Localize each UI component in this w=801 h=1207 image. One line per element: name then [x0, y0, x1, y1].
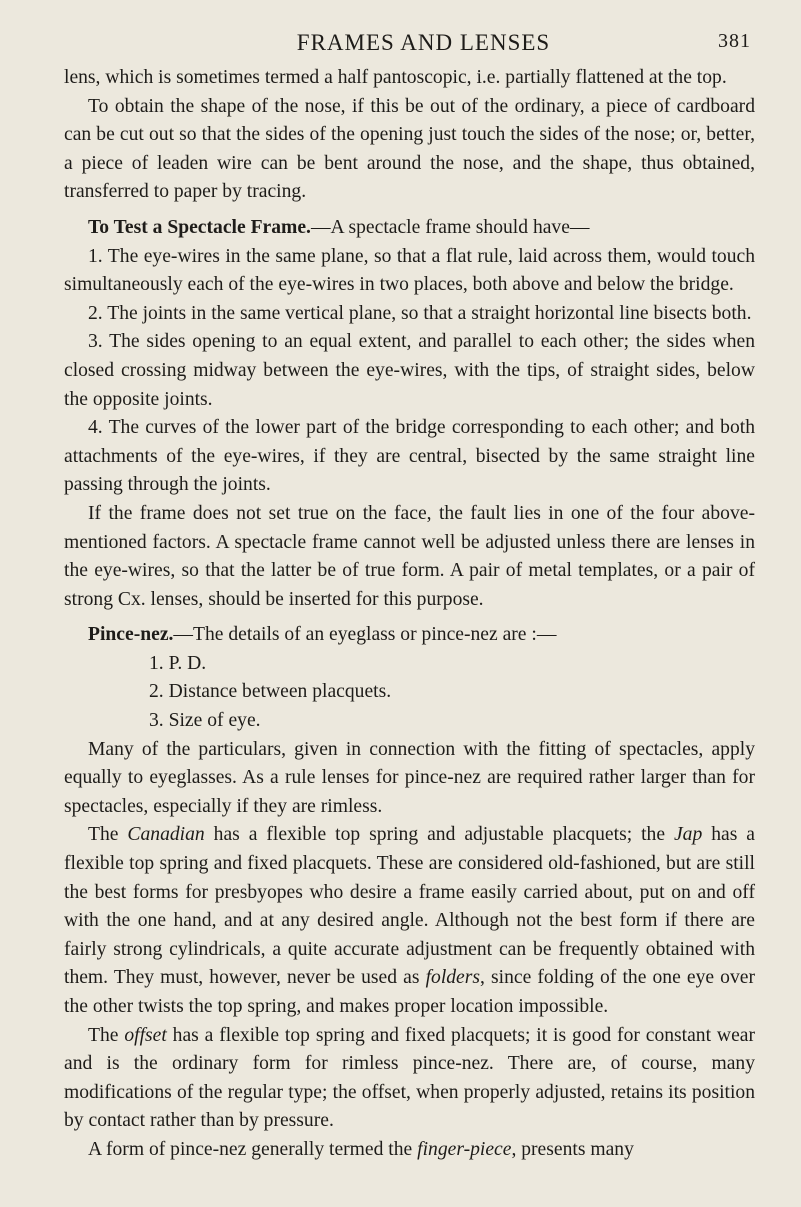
criterion-3: 3. The sides opening to an equal extent, and parallel to each other; the sides when closed crossing midway between the eye-wires, with the tips, of straight sides, below the opposite joints.	[64, 331, 755, 410]
section-intro-test-frame: —A spectacle frame should have—	[310, 216, 590, 238]
running-head-title: FRAMES AND LENSES	[296, 30, 551, 55]
paragraph-continuation: lens, which is sometimes termed a half pantoscopic, i.e. partially flattened at the top.	[64, 67, 727, 88]
pince-nez-details-list	[64, 650, 755, 736]
term-offset: offset	[124, 1024, 167, 1046]
text-run: , since folding of the one eye over the other twists the top spring, and makes proper location impossible.	[64, 967, 755, 1017]
section-heading-test-frame: To Test a Spectacle Frame.	[88, 216, 311, 238]
paragraph-nose-shape: To obtain the shape of the nose, if this be out of the ordinary, a piece of cardboard can be cut out so that the sides of the opening just touch the sides of the nose; or, better, a piece of leaden wire can be bent around the nose, and the shape, thus obtained, transferred to paper by tracing.	[64, 95, 755, 203]
list-item: 3. Size of eye.	[149, 710, 261, 732]
term-finger-piece: finger-piece	[417, 1138, 512, 1160]
criterion-1: 1. The eye-wires in the same plane, so that a flat rule, laid across them, would touch simultaneously each of the eye-wires in two places, both above and below the bridge.	[64, 245, 755, 296]
term-canadian: Canadian	[127, 824, 205, 846]
list-item: 1. P. D.	[149, 652, 207, 674]
term-folders: folders	[425, 967, 481, 989]
paragraph-canadian-jap	[64, 821, 755, 1021]
section-pince-nez	[64, 621, 755, 650]
section-intro-pince-nez: —The details of an eyeglass or pince-nez are :—	[173, 624, 557, 646]
text-run: has a flexible top spring and adjustable placquets; the	[204, 824, 674, 846]
section-test-frame	[64, 214, 755, 243]
criterion-2: 2. The joints in the same vertical plane, so that a straight horizontal line bisects both.	[88, 302, 752, 324]
paragraph-particulars: Many of the particulars, given in connection with the fitting of spectacles, apply equally to eyeglasses. As a rule lenses for pince-nez are required rather larger than for spectacles, especially if they are rimless.	[64, 738, 755, 817]
text-run: The	[88, 1024, 125, 1046]
text-run: has a flexible top spring and fixed placquets. These are considered old-fashioned, but are still the best forms for presbyopes who desire a frame easily carried about, put on and off with the one hand, and at any desired angle. Although not the best form if there are fairly strong cylindricals, a quite accurate adjustment can be frequently obtained with them. They must, however, never be used as	[64, 824, 755, 989]
list-item: 2. Distance between placquets.	[149, 681, 392, 703]
running-head	[64, 30, 755, 64]
body-text	[64, 64, 755, 1165]
section-heading-pince-nez: Pince-nez.	[88, 624, 174, 646]
term-jap: Jap	[673, 824, 703, 846]
text-run: , presents many	[511, 1138, 634, 1160]
paragraph-finger-piece	[64, 1136, 755, 1165]
text-run: has a flexible top spring and fixed placquets; it is good for constant wear and is the ordinary form for rimless pince-nez. There are, of course, many modifications of the regular type; the offset, when properly adjusted, retains its position by contact rather than by pressure.	[64, 1024, 755, 1132]
text-run: The	[88, 824, 128, 846]
text-run: A form of pince-nez generally termed the	[88, 1138, 418, 1160]
paragraph-frame-fault: If the frame does not set true on the face, the fault lies in one of the four above-mentioned factors. A spectacle frame cannot well be adjusted unless there are lenses in the eye-wires, so that the latter be of true form. A pair of metal templates, or a pair of strong Cx. lenses, should be inserted for this purpose.	[64, 502, 755, 610]
criterion-4: 4. The curves of the lower part of the bridge corresponding to each other; and both attachments of the eye-wires, if they are central, bisected by the same straight line passing through the joints.	[64, 417, 755, 496]
page-number: 381	[718, 30, 751, 52]
paragraph-offset	[64, 1022, 755, 1136]
